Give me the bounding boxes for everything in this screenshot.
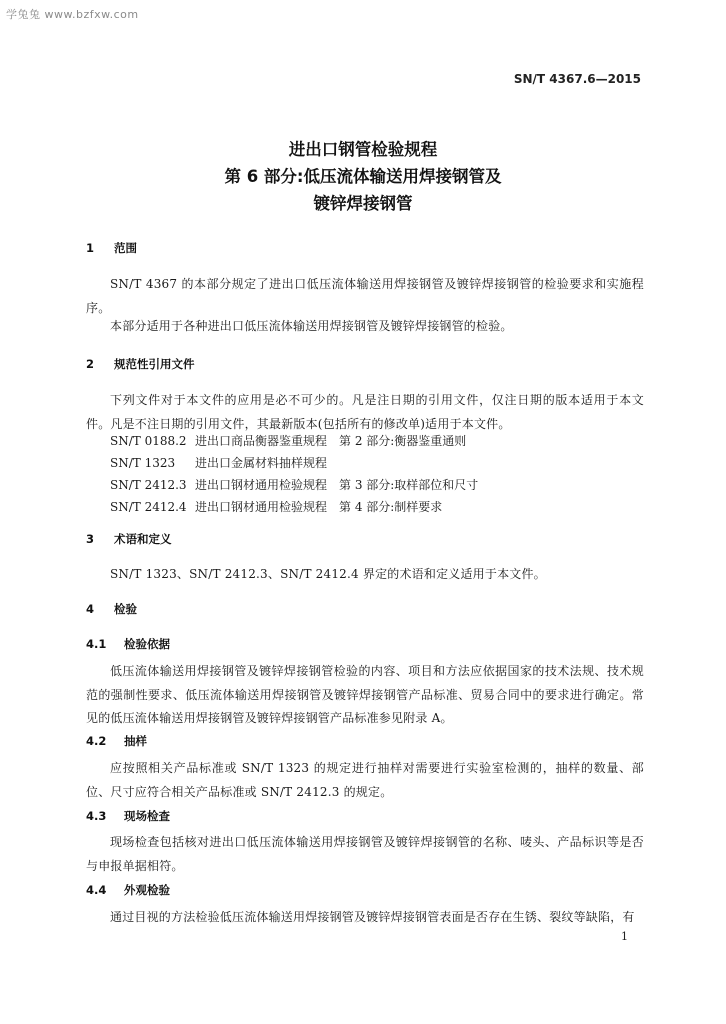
reference-code: SN/T 2412.4 bbox=[110, 500, 187, 514]
section-number: 3 bbox=[86, 532, 95, 546]
reference-item bbox=[110, 475, 478, 495]
page-number: 1 bbox=[621, 930, 628, 943]
paragraph: 现场检查包括核对进出口低压流体输送用焊接钢管及镀锌焊接钢管的名称、唛头、产品标识等是否与申报单据相符。 bbox=[86, 835, 644, 873]
title-line-2: 第 6 部分:低压流体输送用焊接钢管及 bbox=[224, 167, 502, 186]
section-heading-1 bbox=[86, 240, 137, 256]
section-number: 4.3 bbox=[86, 809, 107, 823]
section-heading-4-1 bbox=[86, 636, 170, 652]
section-number: 2 bbox=[86, 357, 95, 371]
section-heading-4 bbox=[86, 601, 137, 617]
section-number: 4 bbox=[86, 602, 95, 616]
section-heading-4-3 bbox=[86, 808, 170, 824]
title-line-3: 镀锌焊接钢管 bbox=[313, 194, 413, 213]
section-title: 检验依据 bbox=[124, 637, 170, 651]
paragraph: 低压流体输送用焊接钢管及镀锌焊接钢管检验的内容、项目和方法应依据国家的技术法规、技术规范的强制性要求、低压流体输送用焊接钢管及镀锌焊接钢管产品标准、贸易合同中的要求进行确定。常见的低压流体输送用焊接钢管及镀锌焊接钢管产品标准参见附录 A。 bbox=[86, 664, 644, 725]
document-title bbox=[0, 136, 726, 217]
standard-number: SN/T 4367.6—2015 bbox=[513, 72, 641, 86]
section-title: 现场检查 bbox=[124, 809, 170, 823]
paragraph: SN/T 1323、SN/T 2412.3、SN/T 2412.4 界定的术语和定义适用于本文件。 bbox=[110, 567, 546, 581]
section-title: 外观检验 bbox=[124, 883, 170, 897]
section-number: 4.1 bbox=[86, 637, 107, 651]
section-heading-3 bbox=[86, 531, 172, 547]
reference-code: SN/T 1323 bbox=[110, 456, 176, 470]
title-line-1: 进出口钢管检验规程 bbox=[288, 140, 438, 159]
reference-item bbox=[110, 453, 327, 473]
section-number: 4.2 bbox=[86, 734, 107, 748]
reference-code: SN/T 2412.3 bbox=[110, 478, 187, 492]
reference-title: 进出口钢材通用检验规程 第 4 部分:制样要求 bbox=[195, 500, 443, 514]
section-heading-2 bbox=[86, 356, 195, 372]
section-title: 范围 bbox=[114, 241, 137, 255]
reference-title: 进出口钢材通用检验规程 第 3 部分:取样部位和尺寸 bbox=[195, 478, 479, 492]
reference-item bbox=[110, 431, 466, 451]
paragraph: 本部分适用于各种进出口低压流体输送用焊接钢管及镀锌焊接钢管的检验。 bbox=[110, 319, 513, 333]
section-title: 规范性引用文件 bbox=[114, 357, 195, 371]
paragraph: SN/T 4367 的本部分规定了进出口低压流体输送用焊接钢管及镀锌焊接钢管的检验要求和实施程序。 bbox=[86, 277, 644, 315]
section-title: 术语和定义 bbox=[114, 532, 172, 546]
section-number: 4.4 bbox=[86, 883, 107, 897]
paragraph: 通过目视的方法检验低压流体输送用焊接钢管及镀锌焊接钢管表面是否存在生锈、裂纹等缺陷，有 bbox=[110, 910, 635, 924]
section-title: 检验 bbox=[114, 602, 137, 616]
paragraph: 下列文件对于本文件的应用是必不可少的。凡是注日期的引用文件，仅注日期的版本适用于本文件。凡是不注日期的引用文件，其最新版本(包括所有的修改单)适用于本文件。 bbox=[86, 393, 644, 431]
reference-item bbox=[110, 497, 442, 517]
reference-title: 进出口金属材料抽样规程 bbox=[195, 456, 328, 470]
watermark: 学兔兔 www.bzfxw.com bbox=[6, 8, 139, 21]
reference-code: SN/T 0188.2 bbox=[110, 434, 187, 448]
section-heading-4-2 bbox=[86, 733, 147, 749]
section-title: 抽样 bbox=[124, 734, 147, 748]
section-number: 1 bbox=[86, 241, 95, 255]
reference-title: 进出口商品衡器鉴重规程 第 2 部分:衡器鉴重通则 bbox=[195, 434, 467, 448]
paragraph: 应按照相关产品标准或 SN/T 1323 的规定进行抽样对需要进行实验室检测的，抽样的数量、部位、尺寸应符合相关产品标准或 SN/T 2412.3 的规定。 bbox=[86, 761, 644, 799]
section-heading-4-4 bbox=[86, 882, 170, 898]
